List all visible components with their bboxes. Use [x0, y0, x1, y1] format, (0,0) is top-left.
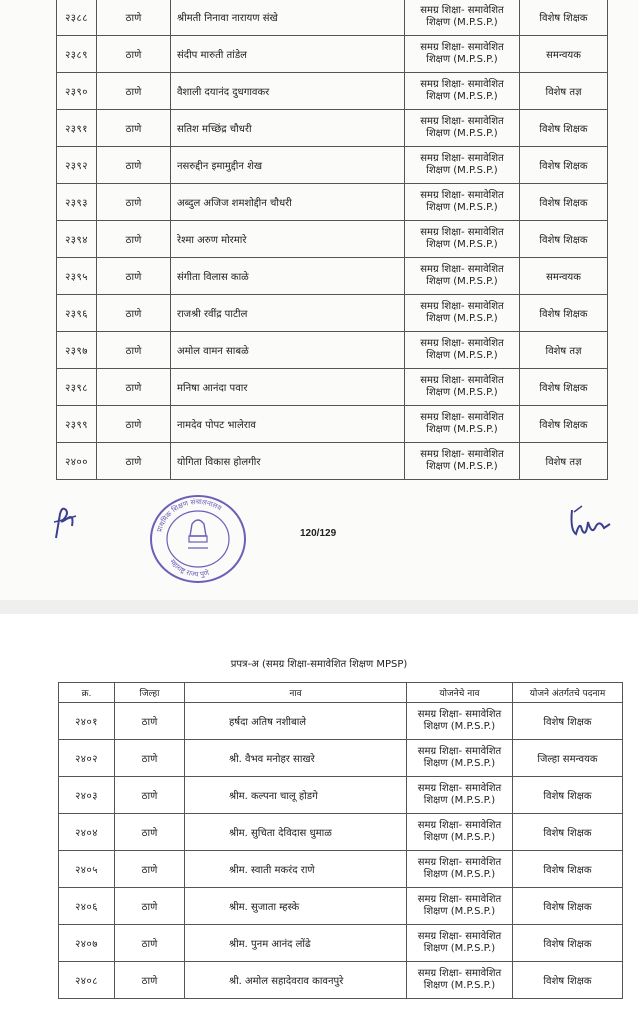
- header-name: नाव: [185, 683, 407, 703]
- scheme-line-1: समग्र शिक्षा- समावेशित: [420, 338, 504, 349]
- scheme-cell: [407, 851, 513, 888]
- serial-number-cell: २४०४: [59, 814, 115, 851]
- serial-number-cell: २४०१: [59, 703, 115, 740]
- serial-number-cell: २३९१: [57, 110, 97, 147]
- scheme-line-2: शिक्षण (M.P.S.P.): [426, 387, 498, 398]
- scheme-line-1: समग्र शिक्षा- समावेशित: [420, 375, 504, 386]
- name-cell: सतिश मच्छिंद्र चौधरी: [171, 110, 405, 147]
- scheme-cell: [407, 962, 513, 999]
- post-cell: समन्वयक: [520, 36, 608, 73]
- table-row: [59, 851, 623, 888]
- name-cell: संगीता विलास काळे: [171, 258, 405, 295]
- scheme-line-1: समग्र शिक्षा- समावेशित: [420, 190, 504, 201]
- serial-number-cell: २३९२: [57, 147, 97, 184]
- scheme-line-2: शिक्षण (M.P.S.P.): [426, 424, 498, 435]
- scheme-line-2: शिक्षण (M.P.S.P.): [423, 832, 496, 843]
- post-cell: विशेष शिक्षक: [520, 406, 608, 443]
- scheme-line-1: समग्र शिक्षा- समावेशित: [420, 412, 504, 423]
- table-header-row: [59, 683, 623, 703]
- name-cell: नामदेव पोपट भालेराव: [171, 406, 405, 443]
- name-cell: श्री. वैभव मनोहर साखरे: [185, 740, 407, 777]
- scheme-line-2: शिक्षण (M.P.S.P.): [426, 276, 498, 287]
- scheme-line-2: शिक्षण (M.P.S.P.): [423, 980, 496, 991]
- scheme-line-2: शिक्षण (M.P.S.P.): [426, 54, 498, 65]
- name-cell: रेश्मा अरुण मोरमारे: [171, 221, 405, 258]
- scheme-cell: [405, 221, 520, 258]
- district-cell: ठाणे: [97, 221, 171, 258]
- scheme-line-2: शिक्षण (M.P.S.P.): [423, 943, 496, 954]
- table-row: [57, 295, 608, 332]
- post-cell: जिल्हा समन्वयक: [513, 740, 623, 777]
- serial-number-cell: २३९३: [57, 184, 97, 221]
- serial-number-cell: २३९०: [57, 73, 97, 110]
- table-row: [59, 740, 623, 777]
- scheme-line-2: शिक्षण (M.P.S.P.): [426, 17, 498, 28]
- scheme-line-2: शिक्षण (M.P.S.P.): [423, 758, 496, 769]
- district-cell: ठाणे: [97, 295, 171, 332]
- scheme-cell: [405, 443, 520, 480]
- district-cell: ठाणे: [97, 406, 171, 443]
- header-post: योजने अंतर्गतचे पदनाम: [513, 683, 623, 703]
- form-title: प्रपत्र-अ (समग्र शिक्षा-समावेशित शिक्षण MPSP): [230, 659, 408, 670]
- district-cell: ठाणे: [115, 703, 185, 740]
- page-gap: [0, 600, 638, 614]
- district-cell: ठाणे: [97, 258, 171, 295]
- post-cell: समन्वयक: [520, 258, 608, 295]
- name-cell: योगिता विकास होलगीर: [171, 443, 405, 480]
- table-row: [57, 443, 608, 480]
- post-cell: विशेष शिक्षक: [513, 962, 623, 999]
- table-row: [59, 888, 623, 925]
- post-cell: विशेष शिक्षक: [513, 925, 623, 962]
- scheme-line-2: शिक्षण (M.P.S.P.): [426, 461, 498, 472]
- post-cell: विशेष शिक्षक: [513, 814, 623, 851]
- serial-number-cell: २४०५: [59, 851, 115, 888]
- scheme-line-1: समग्र शिक्षा- समावेशित: [420, 227, 504, 238]
- name-cell: नसरुद्दीन इमामुद्दीन शेख: [171, 147, 405, 184]
- scheme-line-2: शिक्षण (M.P.S.P.): [423, 721, 496, 732]
- scheme-line-1: समग्र शिक्षा- समावेशित: [420, 449, 504, 460]
- post-cell: विशेष शिक्षक: [520, 221, 608, 258]
- scheme-line-2: शिक्षण (M.P.S.P.): [426, 239, 498, 250]
- serial-number-cell: २४००: [57, 443, 97, 480]
- scheme-cell: [407, 925, 513, 962]
- header-serial: क्र.: [59, 683, 115, 703]
- scheme-line-2: शिक्षण (M.P.S.P.): [426, 165, 498, 176]
- table-row: [59, 777, 623, 814]
- name-cell: संदीप मारुती तांडेल: [171, 36, 405, 73]
- district-cell: ठाणे: [97, 110, 171, 147]
- post-cell: विशेष शिक्षक: [520, 369, 608, 406]
- district-cell: ठाणे: [97, 147, 171, 184]
- post-cell: विशेष शिक्षक: [520, 295, 608, 332]
- signature-right-icon: [566, 500, 614, 544]
- serial-number-cell: २३९५: [57, 258, 97, 295]
- svg-text:महाराष्ट्र राज्य पुणे: महाराष्ट्र राज्य पुणे: [168, 557, 210, 579]
- table-row: [57, 36, 608, 73]
- table-row: [59, 962, 623, 999]
- district-cell: ठाणे: [97, 184, 171, 221]
- post-cell: विशेष तज्ञ: [520, 332, 608, 369]
- scheme-line-1: समग्र शिक्षा- समावेशित: [420, 42, 504, 53]
- document-page-121: [0, 614, 638, 1024]
- scheme-cell: [405, 36, 520, 73]
- post-cell: विशेष शिक्षक: [513, 777, 623, 814]
- district-cell: ठाणे: [97, 73, 171, 110]
- district-cell: ठाणे: [115, 925, 185, 962]
- scheme-line-1: समग्र शिक्षा- समावेशित: [417, 709, 502, 720]
- scheme-cell: [405, 73, 520, 110]
- scheme-line-1: समग्र शिक्षा- समावेशित: [420, 116, 504, 127]
- district-cell: ठाणे: [115, 851, 185, 888]
- scheme-line-1: समग्र शिक्षा- समावेशित: [420, 79, 504, 90]
- serial-number-cell: २३९८: [57, 369, 97, 406]
- scheme-line-1: समग्र शिक्षा- समावेशित: [420, 264, 504, 275]
- district-cell: ठाणे: [97, 0, 171, 36]
- table-row: [57, 221, 608, 258]
- header-district: जिल्हा: [115, 683, 185, 703]
- scheme-line-2: शिक्षण (M.P.S.P.): [426, 202, 498, 213]
- post-cell: विशेष तज्ञ: [520, 443, 608, 480]
- table-row: [57, 0, 608, 36]
- district-cell: ठाणे: [115, 962, 185, 999]
- scheme-line-1: समग्र शिक्षा- समावेशित: [417, 746, 502, 757]
- scheme-cell: [407, 740, 513, 777]
- scheme-cell: [407, 888, 513, 925]
- scheme-cell: [405, 147, 520, 184]
- serial-number-cell: २३९६: [57, 295, 97, 332]
- page-number: 120/129: [300, 528, 337, 539]
- table-row: [57, 184, 608, 221]
- scheme-cell: [405, 258, 520, 295]
- district-cell: ठाणे: [115, 777, 185, 814]
- district-cell: ठाणे: [115, 814, 185, 851]
- name-cell: अब्दुल अजिज शमशोद्दीन चौधरी: [171, 184, 405, 221]
- header-scheme: योजनेचे नाव: [407, 683, 513, 703]
- name-cell: श्रीम. पुनम आनंद लोंढे: [185, 925, 407, 962]
- scheme-line-2: शिक्षण (M.P.S.P.): [423, 906, 496, 917]
- scheme-line-1: समग्र शिक्षा- समावेशित: [417, 820, 502, 831]
- scheme-line-2: शिक्षण (M.P.S.P.): [423, 869, 496, 880]
- staff-table-page-121: [58, 682, 623, 999]
- table-row: [57, 258, 608, 295]
- serial-number-cell: २४०७: [59, 925, 115, 962]
- table-row: [57, 73, 608, 110]
- scheme-line-2: शिक्षण (M.P.S.P.): [426, 91, 498, 102]
- name-cell: हर्षदा अतिष नशीबाले: [185, 703, 407, 740]
- scheme-cell: [407, 777, 513, 814]
- scheme-cell: [405, 406, 520, 443]
- signature-left-icon: [50, 500, 80, 542]
- scheme-cell: [405, 184, 520, 221]
- scheme-cell: [405, 369, 520, 406]
- table-row: [59, 925, 623, 962]
- name-cell: श्री. अमोल सहादेवराव कावनपुरे: [185, 962, 407, 999]
- scheme-cell: [405, 0, 520, 36]
- scheme-line-1: समग्र शिक्षा- समावेशित: [417, 931, 502, 942]
- scheme-line-2: शिक्षण (M.P.S.P.): [423, 795, 496, 806]
- name-cell: श्रीम. स्वाती मकरंद राणे: [185, 851, 407, 888]
- scheme-cell: [407, 703, 513, 740]
- name-cell: मनिषा आनंदा पवार: [171, 369, 405, 406]
- table-row: [59, 703, 623, 740]
- serial-number-cell: २३८९: [57, 36, 97, 73]
- scheme-line-1: समग्र शिक्षा- समावेशित: [417, 894, 502, 905]
- name-cell: श्रीम. सुजाता म्हस्के: [185, 888, 407, 925]
- svg-text:प्राथमिक शिक्षण संचालनालय: प्राथमिक शिक्षण संचालनालय: [155, 497, 223, 534]
- post-cell: विशेष शिक्षक: [513, 703, 623, 740]
- post-cell: विशेष तज्ञ: [520, 73, 608, 110]
- district-cell: ठाणे: [97, 332, 171, 369]
- office-seal-icon: [148, 492, 248, 586]
- serial-number-cell: २४०८: [59, 962, 115, 999]
- post-cell: विशेष शिक्षक: [520, 184, 608, 221]
- table-row: [57, 332, 608, 369]
- scheme-line-1: समग्र शिक्षा- समावेशित: [420, 301, 504, 312]
- scheme-line-2: शिक्षण (M.P.S.P.): [426, 128, 498, 139]
- district-cell: ठाणे: [115, 740, 185, 777]
- name-cell: राजश्री रवींद्र पाटील: [171, 295, 405, 332]
- post-cell: विशेष शिक्षक: [513, 851, 623, 888]
- table-row: [57, 147, 608, 184]
- serial-number-cell: २३९९: [57, 406, 97, 443]
- serial-number-cell: २३९४: [57, 221, 97, 258]
- district-cell: ठाणे: [97, 443, 171, 480]
- district-cell: ठाणे: [97, 369, 171, 406]
- scheme-line-2: शिक्षण (M.P.S.P.): [426, 313, 498, 324]
- post-cell: विशेष शिक्षक: [513, 888, 623, 925]
- name-cell: अमोल वामन साबळे: [171, 332, 405, 369]
- scheme-cell: [405, 295, 520, 332]
- table-row: [57, 369, 608, 406]
- scheme-line-1: समग्र शिक्षा- समावेशित: [417, 968, 502, 979]
- scheme-cell: [405, 110, 520, 147]
- name-cell: वैशाली दयानंद दुधगावकर: [171, 73, 405, 110]
- serial-number-cell: २४०२: [59, 740, 115, 777]
- table-row: [57, 406, 608, 443]
- post-cell: विशेष शिक्षक: [520, 110, 608, 147]
- staff-table-page-120: [56, 0, 608, 480]
- scheme-line-1: समग्र शिक्षा- समावेशित: [420, 5, 504, 16]
- name-cell: श्रीम. कल्पना चालू होडगे: [185, 777, 407, 814]
- scheme-cell: [407, 814, 513, 851]
- table-row: [59, 814, 623, 851]
- name-cell: श्रीम. सुचिता देविदास धुमाळ: [185, 814, 407, 851]
- scheme-line-2: शिक्षण (M.P.S.P.): [426, 350, 498, 361]
- serial-number-cell: २४०६: [59, 888, 115, 925]
- scheme-cell: [405, 332, 520, 369]
- scheme-line-1: समग्र शिक्षा- समावेशित: [417, 857, 502, 868]
- post-cell: विशेष शिक्षक: [520, 147, 608, 184]
- name-cell: श्रीमती निनावा नारायण संखे: [171, 0, 405, 36]
- district-cell: ठाणे: [115, 888, 185, 925]
- table-row: [57, 110, 608, 147]
- serial-number-cell: २३८८: [57, 0, 97, 36]
- scheme-line-1: समग्र शिक्षा- समावेशित: [420, 153, 504, 164]
- serial-number-cell: २३९७: [57, 332, 97, 369]
- post-cell: विशेष शिक्षक: [520, 0, 608, 36]
- scheme-line-1: समग्र शिक्षा- समावेशित: [417, 783, 502, 794]
- serial-number-cell: २४०३: [59, 777, 115, 814]
- district-cell: ठाणे: [97, 36, 171, 73]
